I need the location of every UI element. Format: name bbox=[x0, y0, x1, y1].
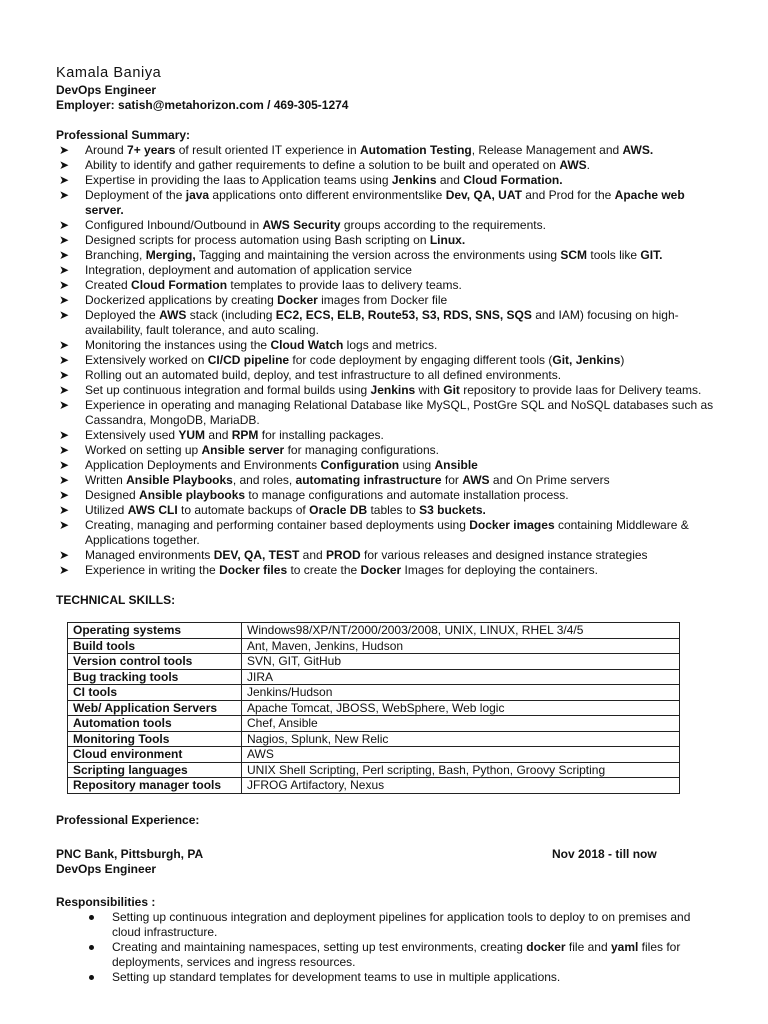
arrow-bullet-icon: ➤ bbox=[59, 158, 70, 172]
text-run: Rolling out an automated build, deploy, and test infrastructure to all defined environments. bbox=[85, 368, 562, 382]
job-header bbox=[56, 847, 716, 862]
arrow-bullet-icon: ➤ bbox=[59, 338, 70, 352]
job-dates: Nov 2018 - till now bbox=[552, 846, 657, 861]
skills-row bbox=[68, 623, 680, 639]
arrow-bullet-icon: ➤ bbox=[59, 218, 70, 232]
responsibility-item bbox=[56, 970, 716, 985]
arrow-bullet-icon: ➤ bbox=[59, 143, 70, 157]
text-run: and Prod for the bbox=[521, 188, 615, 202]
text-run: for code deployment by engaging different tools ( bbox=[289, 353, 553, 367]
text-run: , and roles, bbox=[232, 473, 296, 487]
arrow-bullet-icon: ➤ bbox=[59, 398, 70, 412]
bold-text: AWS Security bbox=[262, 218, 341, 232]
summary-item bbox=[56, 398, 716, 428]
text-run: Experience in operating and managing Relational Database like MySQL, PostGre SQL and NoSQL databases such as Cassandra, MongoDB, MariaDB. bbox=[85, 398, 714, 427]
summary-item bbox=[56, 563, 716, 578]
summary-item bbox=[56, 263, 716, 278]
summary-item bbox=[56, 488, 716, 503]
text-run: Creating and maintaining namespaces, setting up test environments, creating bbox=[112, 939, 527, 954]
bold-text: Oracle DB bbox=[309, 503, 368, 517]
bold-text: DEV, QA, TEST bbox=[213, 548, 300, 562]
bold-text: EC2, ECS, ELB, Route53, S3, RDS, SNS, SQS bbox=[275, 308, 532, 322]
text-run: Utilized bbox=[85, 503, 128, 517]
skills-row bbox=[68, 654, 680, 670]
bold-text: Automation Testing bbox=[359, 143, 472, 157]
candidate-title: DevOps Engineer bbox=[56, 83, 157, 97]
skill-values: JFROG Artifactory, Nexus bbox=[242, 778, 680, 794]
summary-item bbox=[56, 443, 716, 458]
skills-row bbox=[68, 762, 680, 778]
arrow-bullet-icon: ➤ bbox=[59, 428, 70, 442]
skills-row bbox=[68, 700, 680, 716]
arrow-bullet-icon: ➤ bbox=[59, 308, 70, 322]
summary-item bbox=[56, 248, 716, 263]
arrow-bullet-icon: ➤ bbox=[59, 233, 70, 247]
skill-values: SVN, GIT, GitHub bbox=[242, 654, 680, 670]
summary-item bbox=[56, 278, 716, 293]
text-run: and bbox=[299, 548, 327, 562]
arrow-bullet-icon: ➤ bbox=[59, 443, 70, 457]
text-run: file and bbox=[565, 939, 611, 954]
text-run: Designed bbox=[85, 488, 140, 502]
text-run: Written bbox=[85, 473, 127, 487]
text-run: Setting up continuous integration and deployment pipelines for application tools to deploy to on premises and cloud infrastructure. bbox=[112, 909, 691, 939]
bold-text: Ansible bbox=[434, 458, 478, 472]
arrow-bullet-icon: ➤ bbox=[59, 488, 70, 502]
text-run: groups according to the requirements. bbox=[340, 218, 546, 232]
bold-text: Jenkins bbox=[370, 383, 416, 397]
bold-text: Docker bbox=[360, 563, 402, 577]
text-run: for bbox=[441, 473, 463, 487]
candidate-name: Kamala Baniya bbox=[56, 65, 162, 81]
skill-category: Scripting languages bbox=[68, 762, 242, 778]
summary-item bbox=[56, 383, 716, 398]
skills-row bbox=[68, 685, 680, 701]
text-run: templates to provide Iaas to delivery teams. bbox=[227, 278, 462, 292]
responsibility-item bbox=[56, 910, 716, 940]
text-run: for managing configurations. bbox=[284, 443, 439, 457]
skill-category: Web/ Application Servers bbox=[68, 700, 242, 716]
arrow-bullet-icon: ➤ bbox=[59, 188, 70, 202]
bold-text: Dev, QA, UAT bbox=[445, 188, 522, 202]
skill-values: Windows98/XP/NT/2000/2003/2008, UNIX, LINUX, RHEL 3/4/5 bbox=[242, 623, 680, 639]
text-run: Application Deployments and Environments bbox=[85, 458, 321, 472]
skill-values: Chef, Ansible bbox=[242, 716, 680, 732]
summary-item bbox=[56, 158, 716, 173]
summary-item bbox=[56, 428, 716, 443]
bold-text: Git bbox=[443, 383, 460, 397]
bold-text: Configuration bbox=[320, 458, 400, 472]
text-run: Around bbox=[85, 143, 128, 157]
text-run: Setting up standard templates for development teams to use in multiple applications. bbox=[112, 969, 561, 984]
bullet-dot-icon bbox=[89, 945, 94, 950]
text-run: to manage configurations and automate installation process. bbox=[245, 488, 569, 502]
skill-category: Version control tools bbox=[68, 654, 242, 670]
bold-text: GIT. bbox=[640, 248, 663, 262]
text-run: for various releases and designed instance strategies bbox=[360, 548, 648, 562]
summary-item bbox=[56, 503, 716, 518]
skills-row bbox=[68, 778, 680, 794]
skill-category: Automation tools bbox=[68, 716, 242, 732]
bold-text: YUM bbox=[178, 428, 206, 442]
text-run: Managed environments bbox=[85, 548, 214, 562]
bold-text: java bbox=[185, 188, 210, 202]
text-run: to create the bbox=[287, 563, 361, 577]
arrow-bullet-icon: ➤ bbox=[59, 458, 70, 472]
skills-row bbox=[68, 638, 680, 654]
employer-contact: Employer: satish@metahorizon.com / 469-305-1274 bbox=[56, 98, 349, 112]
text-run: Dockerized applications by creating bbox=[85, 293, 278, 307]
bold-text: Merging, bbox=[145, 248, 196, 262]
bold-text: SCM bbox=[560, 248, 588, 262]
skill-values: JIRA bbox=[242, 669, 680, 685]
text-run: Deployed the bbox=[85, 308, 160, 322]
text-run: stack (including bbox=[186, 308, 276, 322]
arrow-bullet-icon: ➤ bbox=[59, 548, 70, 562]
skills-row bbox=[68, 747, 680, 763]
text-run: Tagging and maintaining the version across the environments using bbox=[195, 248, 561, 262]
summary-item bbox=[56, 548, 716, 563]
text-run: logs and metrics. bbox=[343, 338, 438, 352]
text-run: Set up continuous integration and formal builds using bbox=[85, 383, 371, 397]
responsibilities-list bbox=[56, 910, 716, 985]
arrow-bullet-icon: ➤ bbox=[59, 278, 70, 292]
skills-row bbox=[68, 731, 680, 747]
bold-text: docker bbox=[526, 939, 566, 954]
bold-text: PROD bbox=[326, 548, 361, 562]
text-run: Designed scripts for process automation using Bash scripting on bbox=[85, 233, 430, 247]
text-run: to automate backups of bbox=[177, 503, 310, 517]
text-run: Configured Inbound/Outbound in bbox=[85, 218, 263, 232]
arrow-bullet-icon: ➤ bbox=[59, 518, 70, 532]
job-company: PNC Bank, Pittsburgh, PA bbox=[56, 846, 204, 861]
text-run: of result oriented IT experience in bbox=[175, 143, 360, 157]
responsibilities-heading: Responsibilities : bbox=[56, 894, 156, 909]
summary-item bbox=[56, 293, 716, 308]
summary-item bbox=[56, 458, 716, 473]
bold-text: Ansible Playbooks bbox=[126, 473, 233, 487]
arrow-bullet-icon: ➤ bbox=[59, 368, 70, 382]
summary-item bbox=[56, 308, 716, 338]
bold-text: CI/CD pipeline bbox=[207, 353, 290, 367]
bold-text: AWS. bbox=[622, 143, 654, 157]
skill-values: Jenkins/Hudson bbox=[242, 685, 680, 701]
arrow-bullet-icon: ➤ bbox=[59, 353, 70, 367]
text-run: Extensively worked on bbox=[85, 353, 208, 367]
skill-category: Cloud environment bbox=[68, 747, 242, 763]
bold-text: Linux. bbox=[429, 233, 466, 247]
bold-text: Docker files bbox=[219, 563, 288, 577]
text-run: Expertise in providing the Iaas to Application teams using bbox=[85, 173, 392, 187]
bold-text: RPM bbox=[231, 428, 259, 442]
text-run: Ability to identify and gather requirements to define a solution to be built and operated on bbox=[85, 158, 560, 172]
arrow-bullet-icon: ➤ bbox=[59, 383, 70, 397]
bold-text: Docker images bbox=[469, 518, 555, 532]
bold-text: Cloud Watch bbox=[270, 338, 344, 352]
bold-text: Jenkins bbox=[391, 173, 437, 187]
bold-text: Cloud Formation. bbox=[463, 173, 563, 187]
text-run: Deployment of the bbox=[85, 188, 186, 202]
text-run: Images for deploying the containers. bbox=[401, 563, 598, 577]
summary-item bbox=[56, 368, 716, 383]
text-run: containing Middleware & Applications together. bbox=[85, 518, 689, 547]
bold-text: Docker bbox=[277, 293, 318, 307]
responsibility-item bbox=[56, 940, 716, 970]
text-run: tables to bbox=[367, 503, 420, 517]
bold-text: Apache web server. bbox=[85, 188, 685, 217]
bold-text: AWS bbox=[462, 473, 490, 487]
bullet-dot-icon bbox=[89, 915, 94, 920]
bold-text: yaml bbox=[610, 939, 639, 954]
bold-text: Ansible playbooks bbox=[139, 488, 246, 502]
arrow-bullet-icon: ➤ bbox=[59, 473, 70, 487]
skill-category: Monitoring Tools bbox=[68, 731, 242, 747]
arrow-bullet-icon: ➤ bbox=[59, 563, 70, 577]
text-run: and IAM) focusing on high-availability, fault tolerance, and auto scaling. bbox=[85, 308, 679, 337]
text-run: Monitoring the instances using the bbox=[85, 338, 271, 352]
bold-text: Ansible server bbox=[201, 443, 285, 457]
text-run: Created bbox=[85, 278, 132, 292]
resume-page bbox=[56, 64, 716, 985]
skill-values: Nagios, Splunk, New Relic bbox=[242, 731, 680, 747]
text-run: and bbox=[436, 173, 464, 187]
bold-text: AWS bbox=[559, 158, 587, 172]
summary-item bbox=[56, 518, 716, 548]
text-run: Worked on setting up bbox=[85, 443, 202, 457]
summary-item bbox=[56, 353, 716, 368]
arrow-bullet-icon: ➤ bbox=[59, 263, 70, 277]
summary-item bbox=[56, 338, 716, 353]
summary-item bbox=[56, 143, 716, 158]
skill-category: Repository manager tools bbox=[68, 778, 242, 794]
text-run: for installing packages. bbox=[258, 428, 384, 442]
text-run: images from Docker file bbox=[317, 293, 448, 307]
arrow-bullet-icon: ➤ bbox=[59, 248, 70, 262]
skill-category: Bug tracking tools bbox=[68, 669, 242, 685]
skills-heading: TECHNICAL SKILLS: bbox=[56, 593, 176, 607]
skill-category: CI tools bbox=[68, 685, 242, 701]
text-run: applications onto different environmentslike bbox=[209, 188, 446, 202]
text-run: , Release Management and bbox=[471, 143, 623, 157]
bold-text: AWS CLI bbox=[127, 503, 178, 517]
bold-text: AWS bbox=[159, 308, 187, 322]
skill-category: Operating systems bbox=[68, 623, 242, 639]
arrow-bullet-icon: ➤ bbox=[59, 173, 70, 187]
skills-row bbox=[68, 669, 680, 685]
skill-category: Build tools bbox=[68, 638, 242, 654]
text-run: Creating, managing and performing container based deployments using bbox=[85, 518, 470, 532]
bold-text: automating infrastructure bbox=[295, 473, 442, 487]
text-run: Extensively used bbox=[85, 428, 179, 442]
skill-values: Ant, Maven, Jenkins, Hudson bbox=[242, 638, 680, 654]
experience-heading: Professional Experience: bbox=[56, 812, 200, 827]
bold-text: 7+ years bbox=[127, 143, 176, 157]
bullet-dot-icon bbox=[89, 975, 94, 980]
text-run: repository to provide Iaas for Delivery teams. bbox=[459, 383, 702, 397]
text-run: Experience in writing the bbox=[85, 563, 220, 577]
text-run: ) bbox=[620, 353, 625, 367]
summary-heading: Professional Summary: bbox=[56, 128, 191, 142]
skill-values: UNIX Shell Scripting, Perl scripting, Bash, Python, Groovy Scripting bbox=[242, 762, 680, 778]
bold-text: S3 buckets. bbox=[419, 503, 486, 517]
summary-item bbox=[56, 173, 716, 188]
text-run: and bbox=[205, 428, 232, 442]
skills-table bbox=[67, 622, 680, 794]
summary-item bbox=[56, 233, 716, 248]
skill-values: AWS bbox=[242, 747, 680, 763]
text-run: and On Prime servers bbox=[489, 473, 610, 487]
job-role: DevOps Engineer bbox=[56, 861, 157, 876]
skill-values: Apache Tomcat, JBOSS, WebSphere, Web logic bbox=[242, 700, 680, 716]
summary-item bbox=[56, 218, 716, 233]
bold-text: Cloud Formation bbox=[131, 278, 228, 292]
summary-item bbox=[56, 473, 716, 488]
skills-row bbox=[68, 716, 680, 732]
summary-item bbox=[56, 188, 716, 218]
text-run: with bbox=[415, 383, 444, 397]
text-run: files for deployments, services and ingress resources. bbox=[112, 939, 681, 969]
text-run: using bbox=[399, 458, 435, 472]
arrow-bullet-icon: ➤ bbox=[59, 293, 70, 307]
text-run: . bbox=[586, 158, 590, 172]
text-run: tools like bbox=[587, 248, 641, 262]
arrow-bullet-icon: ➤ bbox=[59, 503, 70, 517]
text-run: Branching, bbox=[85, 248, 146, 262]
bold-text: Git, Jenkins bbox=[552, 353, 621, 367]
text-run: Integration, deployment and automation of application service bbox=[85, 263, 412, 277]
summary-list bbox=[56, 143, 716, 578]
